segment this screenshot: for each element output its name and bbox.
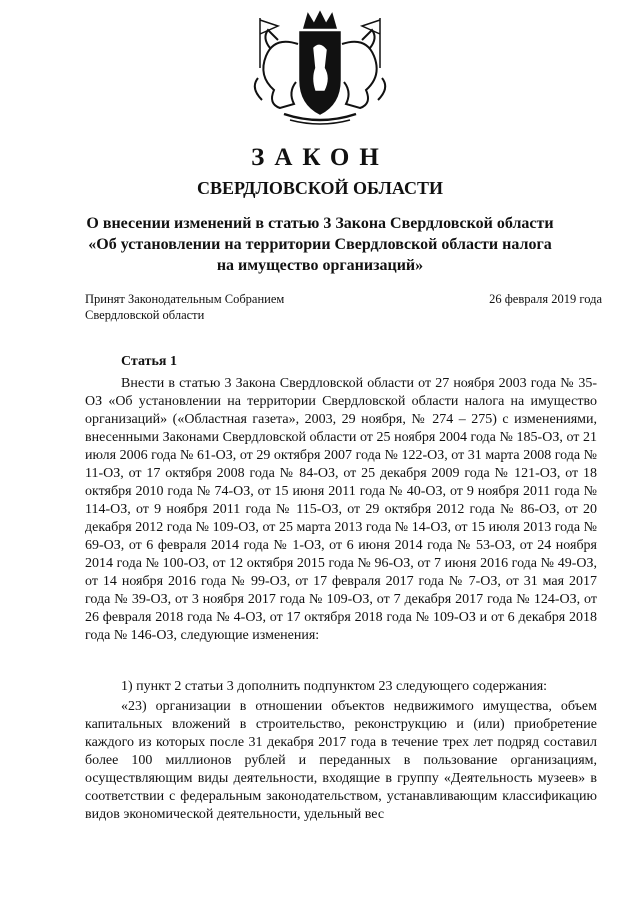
article-heading: Статья 1 — [121, 354, 177, 369]
law-subject-heading: О внесении изменений в статью 3 Закона Свердловской области «Об установлении на территории Свердловской области налога на имущество организаций» — [86, 215, 554, 274]
article-paragraph: Внести в статью 3 Закона Свердловской области от 27 ноября 2003 года № 35-ОЗ «Об установлении на территории Свердловской области налога на имущество организаций» («Областная газета», 2003, 29 ноября, № 274 – 275) с изменениями, внесенными Законами Свердловской области от 25 ноября 2004 года № 185-ОЗ, от 21 июля 2006 года № 61-ОЗ, от 29 октября 2007 года № 122-ОЗ, от 31 марта 2008 года № 11-ОЗ, от 17 октября 2008 года № 84-ОЗ, от 25 декабря 2009 года № 121-ОЗ, от 18 октября 2010 года № 74-ОЗ, от 15 июня 2011 года № 40-ОЗ, от 9 ноября 2011 года № 114-ОЗ, от 9 ноября 2011 года № 115-ОЗ, от 29 октября 2012 года № 86-ОЗ, от 20 декабря 2012 года № 109-ОЗ, от 25 марта 2013 года № 14-ОЗ, от 15 июля 2013 года № 69-ОЗ, от 6 февраля 2014 года № 1-ОЗ, от 6 июня 2014 года № 53-ОЗ, от 24 ноября 2014 года № 100-ОЗ, от 12 октября 2015 года № 96-ОЗ, от 7 июня 2016 года № 49-ОЗ, от 14 ноября 2016 года № 99-ОЗ, от 17 февраля 2017 года № 7-ОЗ, от 31 мая 2017 года № 39-ОЗ, от 3 ноября 2017 года № 109-ОЗ, от 7 декабря 2017 года № 124-ОЗ, от 26 февраля 2018 года № 4-ОЗ, от 17 октября 2018 года № 109-ОЗ и от 6 декабря 2018 года № 146-ОЗ, следующие изменения: — [85, 376, 597, 643]
region-title: СВЕРДЛОВСКОЙ ОБЛАСТИ — [197, 178, 443, 198]
adoption-info — [85, 291, 284, 323]
article-paragraph: 1) пункт 2 статьи 3 дополнить подпунктом 23 следующего содержания: — [121, 679, 548, 694]
article-paragraph: «23) организации в отношении объектов недвижимого имущества, объем капитальных вложений в строительство, реконструкцию и (или) приобретение каждого из которых после 31 декабря 2017 года в течение трех лет подряд составил более 100 миллионов рублей и переданных в пользование организациям, осуществляющим виды деятельности, входящие в группу «Деятельность музеев» в соответствии с федеральным законодательством, устанавливающим классификацию видов экономической деятельности, удельный вес — [85, 699, 597, 822]
adoption-date: 26 февраля 2019 года — [489, 292, 602, 306]
adoption-line-1: Принят Законодательным Собранием — [85, 292, 285, 306]
document-type-title: ЗАКОН — [251, 144, 389, 171]
coat-of-arms-emblem — [244, 8, 396, 128]
adoption-line-2: Свердловской области — [85, 308, 205, 322]
coat-of-arms-icon — [244, 8, 396, 128]
